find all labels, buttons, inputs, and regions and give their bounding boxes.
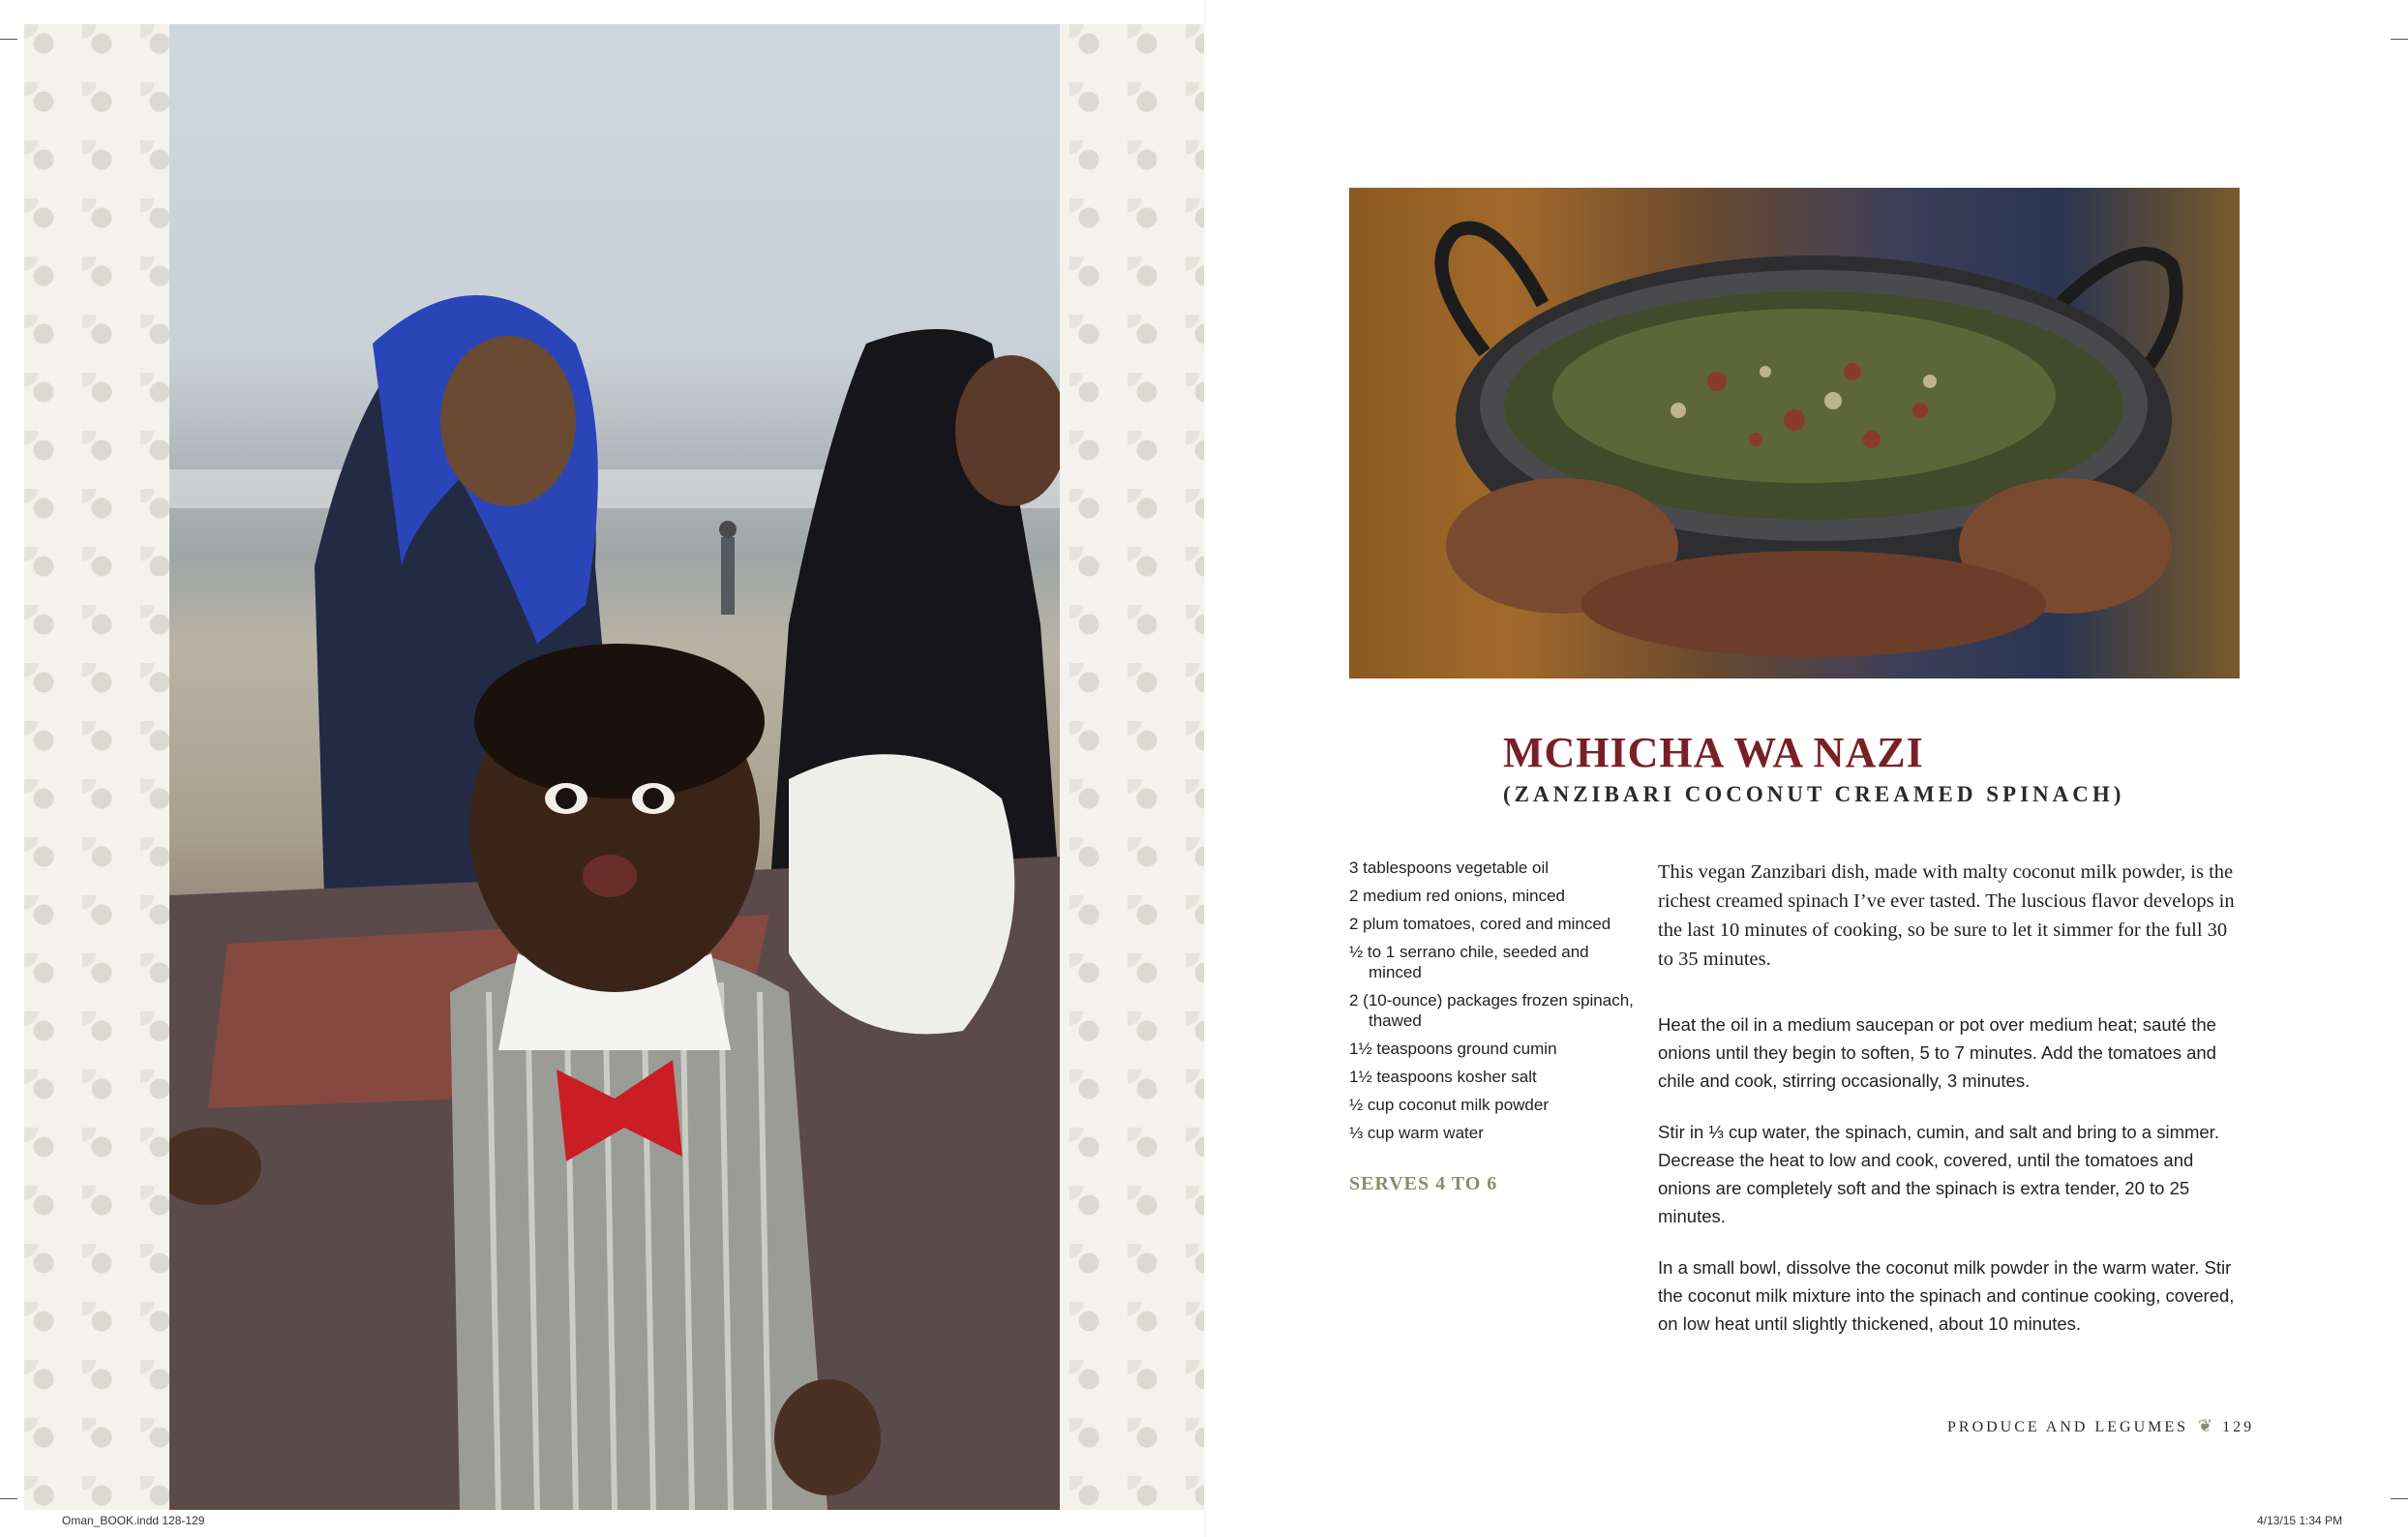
method-step: In a small bowl, dissolve the coconut milk powder in the warm water. Stir the coconut milk mixture into the spinach and continue cooking, covered, on low heat until slightly thickened, about 10 minutes. [1658, 1257, 2235, 1334]
ingredient-item: 1½ teaspoons kosher salt [1349, 1068, 1537, 1086]
crop-mark [2391, 1498, 2408, 1499]
recipe-title: MCHICHA WA NAZI [1503, 729, 1924, 776]
running-footer [1947, 1416, 2254, 1436]
serves-label: SERVES 4 TO 6 [1349, 1173, 1498, 1194]
method-step: Heat the oil in a medium saucepan or pot over medium heat; sauté the onions until they begin to soften, 5 to 7 minutes. Add the tomatoes and chile and cook, stirring occasionally, 3 minutes. [1658, 1014, 2216, 1091]
crop-mark [0, 1498, 17, 1499]
ingredient-item: ⅓ cup warm water [1349, 1124, 1484, 1142]
crop-mark [0, 39, 17, 40]
spinach-pan-illustration [1349, 188, 2240, 678]
photo-hands-holding-spinach-pan [1349, 188, 2240, 678]
ingredient-item: 2 plum tomatoes, cored and minced [1349, 915, 1611, 933]
method-steps [1658, 1010, 2243, 1361]
beach-photo-illustration [169, 24, 1060, 1510]
method-step: Stir in ⅓ cup water, the spinach, cumin, and salt and bring to a simmer. Decrease the heat to low and cook, covered, until the tomatoes and onions are completely soft and the spinach is extra tender, 20 to 25 minutes. [1658, 1122, 2219, 1226]
ingredient-item: 2 medium red onions, minced [1349, 887, 1566, 905]
ingredient-item: 1½ teaspoons ground cumin [1349, 1040, 1557, 1058]
ingredient-item: 2 (10-ounce) packages frozen spinach, thawed [1349, 991, 1634, 1030]
ingredient-item: ½ to 1 serrano chile, seeded and minced [1349, 943, 1589, 981]
print-slug-file: Oman_BOOK.indd 128-129 [62, 1514, 205, 1527]
crop-mark [2391, 39, 2408, 40]
ingredient-item: 3 tablespoons vegetable oil [1349, 859, 1550, 877]
print-slug-timestamp: 4/13/15 1:34 PM [2257, 1514, 2343, 1527]
recipe-subtitle: (ZANZIBARI COCONUT CREAMED SPINACH) [1503, 782, 2125, 806]
recipe-intro: This vegan Zanzibari dish, made with malty coconut milk powder, is the richest creamed spinach I’ve ever tasted. The luscious flavor develops in the last 10 minutes of cooking, so be sure to let it simmer for the full 30 to 35 minutes. [1658, 861, 2235, 970]
page-spine [1204, 0, 1206, 1537]
ingredient-item: ½ cup coconut milk powder [1349, 1096, 1549, 1114]
photo-children-on-beach [169, 24, 1060, 1510]
ingredient-list [1349, 858, 1640, 1151]
section-name: PRODUCE AND LEGUMES [1947, 1419, 2189, 1435]
leaf-icon: ❦ [2198, 1416, 2213, 1435]
page-number: 129 [2222, 1419, 2255, 1435]
